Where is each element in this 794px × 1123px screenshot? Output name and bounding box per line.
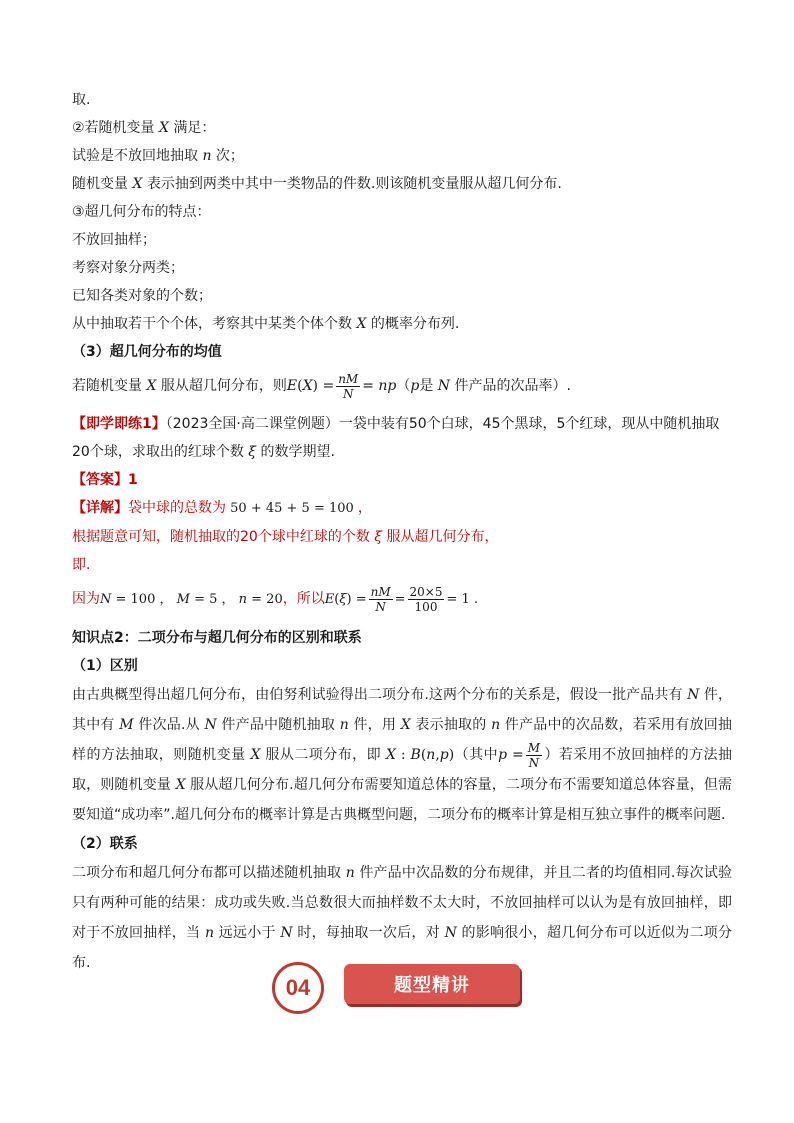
text-line: 已知各类对象的个数； (72, 288, 212, 304)
section-label-ribbon: 题型精讲 (344, 964, 520, 1004)
detail-tag: 【详解】 (72, 500, 128, 516)
subsection-heading: （2）联系 (72, 836, 138, 852)
answer-value: 1 (128, 472, 138, 488)
detail-line: 即. (72, 557, 91, 573)
section-heading: （3）超几何分布的均值 (72, 344, 222, 360)
document-body (72, 86, 732, 978)
text-line: 取. (72, 92, 91, 108)
detail-line: 因为N = 100 ， M = 5 ， n = 20，所以E(ξ) = $\frac{nM}{N}$ = $\frac{20\times 5}{100}$ = 1 . (72, 584, 479, 614)
section-banner (272, 960, 522, 1012)
text-line: 试验是不放回地抽取 n 次； (72, 148, 244, 164)
text-line: ③超几何分布的特点： (72, 204, 211, 220)
example-tag: 【即学即练1】 (72, 416, 166, 432)
answer-line (72, 466, 732, 494)
text-line: 随机变量 X 表示抽到两类中其中一类物品的件数.则该随机变量服从超几何分布. (72, 176, 562, 192)
section-title: 知识点2：二项分布与超几何分布的区别和联系 (72, 630, 362, 646)
example-line: 20个球，求取出的红球个数 ξ 的数学期望. (72, 444, 335, 460)
answer-tag: 【答案】 (72, 472, 128, 488)
section-number-badge: 04 (272, 962, 324, 1014)
subsection-heading: （1）区别 (72, 658, 138, 674)
text-line: 不放回抽样； (72, 232, 156, 248)
formula-line: 若随机变量 X 服从超几何分布，则E(X) = $\frac{nM}{N}$ = np（p是 N 件产品的次品率）. (72, 371, 571, 401)
paragraph-difference: 由古典概型得出超几何分布，由伯努利试验得出二项分布.这两个分布的关系是，假设一批产品共有 N 件，其中有 M 件次品.从 N 件产品中随机抽取 n 件，用 X 表示抽取的 n 件产品中的次品数，若采用有放回抽样的方法抽取，则随机变量 X 服从二项分布，即 X : B(n,p)（其中p = $\frac{M}{N}$ ）若采用不放回抽样的方法抽取，则随机变量 X 服从超几何分布.超几何分布需要知道总体的容量，二项分布不需要知道总体容量，但需要知道“成功率”.超几何分布的概率计算是古典概型问题，二项分布的概率计算是相互独立事件的概率问题. (72, 687, 733, 823)
detail-line: 根据题意可知，随机抽取的20个球中红球的个数 ξ 服从超几何分布， (72, 529, 499, 545)
text-line: 考察对象分两类； (72, 260, 184, 276)
text-line: 从中抽取若干个个体，考察其中某类个体个数 X 的概率分布列. (72, 316, 460, 332)
text-line: ②若随机变量 X 满足： (72, 120, 216, 136)
paragraph-connection: 二项分布和超几何分布都可以描述随机抽取 n 件产品中次品数的分布规律，并且二者的均值相同.每次试验只有两种可能的结果：成功或失败.当总数很大而抽样数不太大时，不放回抽样可以认为是有放回抽样，即对于不放回抽样，当 n 远远小于 N 时，每抽取一次后，对 N 的影响很小，超几何分布可以近似为二项分布. (72, 865, 733, 971)
detail-line: 【详解】袋中球的总数为 50 + 45 + 5 = 100 ， (72, 500, 372, 516)
example-line: 【即学即练1】（2023全国·高二课堂例题）一袋中装有50个白球，45个黑球，5个红球，现从中随机抽取 (72, 416, 720, 432)
